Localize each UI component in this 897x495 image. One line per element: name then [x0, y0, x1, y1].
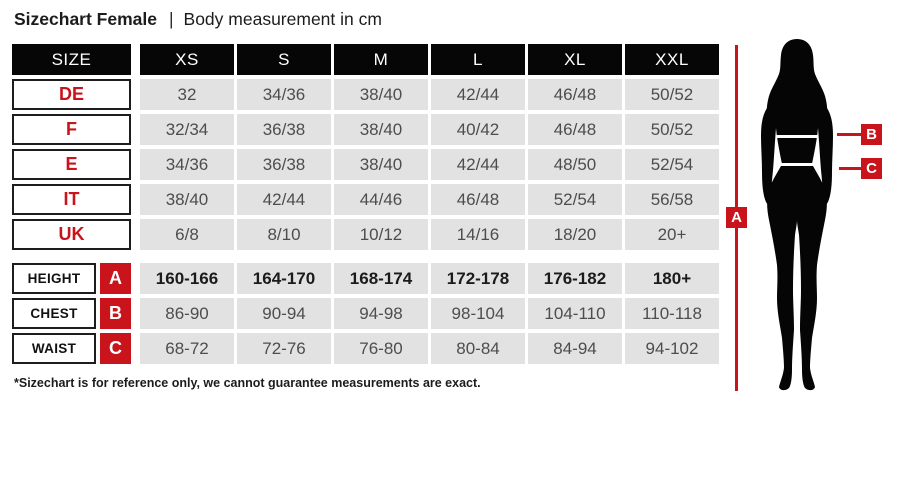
row-label-f: F — [12, 114, 131, 145]
measure-cell: 104-110 — [528, 298, 622, 329]
row-label-waist: WAIST — [12, 333, 96, 364]
size-cell: 50/52 — [625, 114, 719, 145]
size-cell: 46/48 — [431, 184, 525, 215]
measurement-label-group — [12, 333, 131, 364]
size-cell: 36/38 — [237, 114, 331, 145]
row-label-chest: CHEST — [12, 298, 96, 329]
measurement-label-group — [12, 298, 131, 329]
col-header-xs: XS — [140, 44, 234, 75]
size-cell: 40/42 — [431, 114, 525, 145]
size-cell: 14/16 — [431, 219, 525, 250]
size-cell: 34/36 — [140, 149, 234, 180]
footnote-text: *Sizechart is for reference only, we cannot guarantee measurements are exact. — [14, 376, 481, 390]
figure-marker-b: B — [861, 124, 882, 145]
table-marker-c: C — [100, 333, 131, 364]
waist-cut-line — [780, 163, 814, 166]
measurement-row-chest — [12, 298, 719, 329]
size-cell: 6/8 — [140, 219, 234, 250]
size-row-e — [12, 149, 719, 180]
measurement-figure — [720, 30, 897, 450]
table-marker-a: A — [100, 263, 131, 294]
size-cell: 50/52 — [625, 79, 719, 110]
title-main: Sizechart Female — [14, 9, 157, 29]
size-cell: 32/34 — [140, 114, 234, 145]
measurement-label-group — [12, 263, 131, 294]
size-cell: 42/44 — [237, 184, 331, 215]
measure-cell: 164-170 — [237, 263, 331, 294]
size-cell: 48/50 — [528, 149, 622, 180]
row-label-uk: UK — [12, 219, 131, 250]
size-cell: 36/38 — [237, 149, 331, 180]
measure-cell: 86-90 — [140, 298, 234, 329]
size-cell: 46/48 — [528, 114, 622, 145]
size-cell: 18/20 — [528, 219, 622, 250]
row-label-de: DE — [12, 79, 131, 110]
size-cell: 46/48 — [528, 79, 622, 110]
col-header-l: L — [431, 44, 525, 75]
size-cell: 38/40 — [334, 149, 428, 180]
size-cell: 38/40 — [334, 114, 428, 145]
row-label-height: HEIGHT — [12, 263, 96, 294]
measure-cell: 180+ — [625, 263, 719, 294]
table-marker-b: B — [100, 298, 131, 329]
measure-cell: 68-72 — [140, 333, 234, 364]
size-row-it — [12, 184, 719, 215]
size-cell: 20+ — [625, 219, 719, 250]
title-subtitle: Body measurement in cm — [183, 9, 382, 29]
measure-cell: 98-104 — [431, 298, 525, 329]
size-cell: 56/58 — [625, 184, 719, 215]
measure-cell: 160-166 — [140, 263, 234, 294]
female-silhouette — [720, 30, 897, 430]
measure-cell: 94-98 — [334, 298, 428, 329]
size-cell: 42/44 — [431, 149, 525, 180]
row-label-it: IT — [12, 184, 131, 215]
figure-marker-a: A — [726, 207, 747, 228]
chest-cut-line — [776, 135, 818, 138]
size-cell: 38/40 — [334, 79, 428, 110]
col-header-m: M — [334, 44, 428, 75]
table-header-row — [12, 44, 719, 75]
measurement-row-height — [12, 263, 719, 294]
size-cell: 10/12 — [334, 219, 428, 250]
size-cell: 52/54 — [528, 184, 622, 215]
measure-cell: 80-84 — [431, 333, 525, 364]
measure-cell: 76-80 — [334, 333, 428, 364]
size-cell: 34/36 — [237, 79, 331, 110]
col-header-xxl: XXL — [625, 44, 719, 75]
size-cell: 38/40 — [140, 184, 234, 215]
measure-cell: 172-178 — [431, 263, 525, 294]
size-row-f — [12, 114, 719, 145]
measure-cell: 176-182 — [528, 263, 622, 294]
table-section-gap — [12, 254, 719, 263]
size-table — [12, 44, 719, 368]
size-cell: 32 — [140, 79, 234, 110]
size-row-uk — [12, 219, 719, 250]
page-title — [14, 9, 382, 30]
measure-cell: 168-174 — [334, 263, 428, 294]
measure-cell: 90-94 — [237, 298, 331, 329]
col-header-xl: XL — [528, 44, 622, 75]
size-cell: 52/54 — [625, 149, 719, 180]
size-cell: 8/10 — [237, 219, 331, 250]
col-header-s: S — [237, 44, 331, 75]
chest-pointer-line — [837, 133, 861, 136]
measure-cell: 72-76 — [237, 333, 331, 364]
waist-pointer-line — [839, 167, 861, 170]
measure-cell: 110-118 — [625, 298, 719, 329]
figure-marker-c: C — [861, 158, 882, 179]
size-cell: 42/44 — [431, 79, 525, 110]
size-cell: 44/46 — [334, 184, 428, 215]
title-separator: | — [168, 9, 174, 29]
row-label-e: E — [12, 149, 131, 180]
col-header-size: SIZE — [12, 44, 131, 75]
size-row-de — [12, 79, 719, 110]
measurement-row-waist — [12, 333, 719, 364]
measure-cell: 94-102 — [625, 333, 719, 364]
measure-cell: 84-94 — [528, 333, 622, 364]
